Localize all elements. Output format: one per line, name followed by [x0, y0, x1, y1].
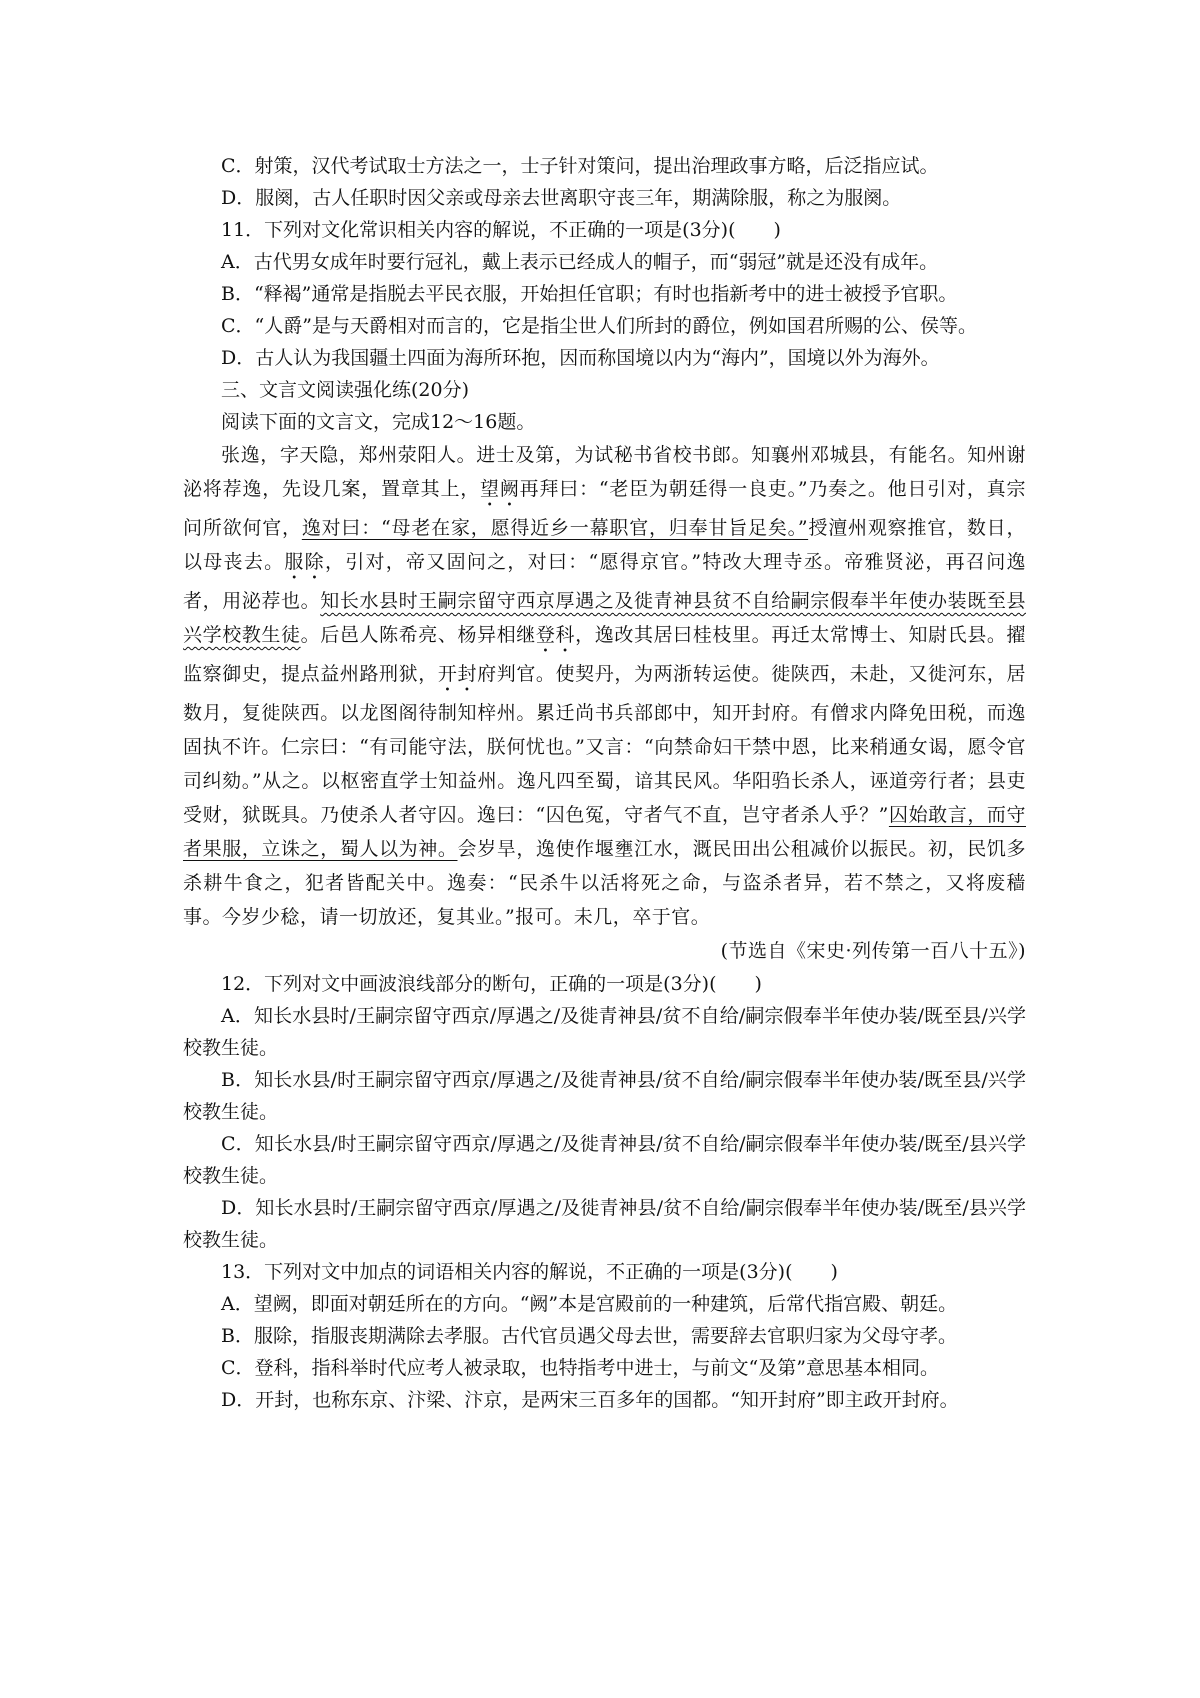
- q10-option-d: D．服阕，古人任职时因父亲或母亲去世离职守丧三年，期满除服，称之为服阕。: [221, 187, 902, 209]
- q13-stem: 13．下列对文中加点的词语相关内容的解说，不正确的一项是(3分)( ): [221, 1261, 838, 1283]
- q10-option-c: C．射策，汉代考试取士方法之一，士子针对策问，提出治理政事方略，后泛指应试。: [221, 155, 939, 177]
- passage-text: ，逸改其居曰桂枝里。再迁太常博士、知尉氏县。擢监察御史，提点益州路刑狱，: [183, 624, 1026, 685]
- classical-passage: [183, 438, 1026, 968]
- q13-option-c: C．登科，指科举时代应考人被录取，也特指考中进士，与前文“及第”意思基本相同。: [221, 1357, 939, 1379]
- q12-option-b: B．知长水县/时王嗣宗留守西京/厚遇之/及徙青神县/贫不自给/嗣宗假奉半年使办装/既至县/兴学校教生徒。: [183, 1069, 1026, 1123]
- passage-text: 张逸，字天隐，郑州荥阳人。进士及第，为试秘书省校书郎。知襄州邓城县，有能名。知州谢泌将荐逸，先设几案，置章其上，: [183, 444, 1026, 500]
- q11-option-b: B．“释褐”通常是指脱去平民衣服，开始担任官职；有时也指新考中的进士被授予官职。: [221, 283, 958, 305]
- underlined-sentence-1: 逸对曰：“母老在家，愿得近乡一幕职官，归奉甘旨足矣。”: [301, 517, 809, 539]
- passage-body: [183, 438, 1026, 934]
- q12-option-c: C．知长水县/时王嗣宗留守西京/厚遇之/及徙青神县/贫不自给/嗣宗假奉半年使办装/既至/县兴学校教生徒。: [183, 1133, 1026, 1187]
- section-3-title: 三、文言文阅读强化练(20分): [221, 379, 470, 401]
- q12-option-a: A．知长水县时/王嗣宗留守西京/厚遇之/及徙青神县/贫不自给/嗣宗假奉半年使办装/既至县/兴学校教生徒。: [183, 1005, 1026, 1059]
- passage-text: 再拜曰：“老臣为朝廷得一良吏。”乃奏之。他日引对，真宗问所欲何官，: [183, 478, 1026, 539]
- passage-text: 会岁旱，逸使作堰壅江水，溉民田出公租减价以振民。初，民饥多杀耕牛食之，犯者皆配关中。逸奏：“民杀牛以活将死之命，与盗杀者异，若不禁之，又将废穑事。今岁少稔，请一切放还，复其业。”报可。未几，卒于官。: [183, 838, 1026, 928]
- page-content: [183, 150, 1026, 1416]
- underlined-sentence-2: 囚始敢言，而守者果服，立诛之，蜀人以为神。: [183, 804, 1026, 860]
- q12-stem: 12．下列对文中画波浪线部分的断句，正确的一项是(3分)( ): [221, 973, 762, 995]
- q13-option-d: D．开封，也称东京、汴梁、汴京，是两宋三百多年的国都。“知开封府”即主政开封府。: [221, 1389, 959, 1411]
- q12-option-d: D．知长水县时/王嗣宗留守西京/厚遇之/及徙青神县/贫不自给/嗣宗假奉半年使办装/既至/县兴学校教生徒。: [183, 1197, 1026, 1251]
- dotted-term-dengke: 登科: [535, 624, 576, 646]
- dotted-term-kaifeng: 开封: [437, 663, 478, 685]
- dotted-term-fuchu: 服除: [284, 551, 325, 573]
- q13-option-b: B．服除，指服丧期满除去孝服。古代官员遇父母去世，需要辞去官职归家为父母守孝。: [221, 1325, 957, 1347]
- q11-option-d: D．古人认为我国疆土四面为海所环抱，因而称国境以内为“海内”，国境以外为海外。: [221, 347, 940, 369]
- passage-source: (节选自《宋史·列传第一百八十五》): [720, 940, 1026, 962]
- section-3-instruction: 阅读下面的文言文，完成12～16题。: [221, 411, 536, 433]
- passage-text: 授澶州观察推官，数日，以母丧去。: [183, 517, 1026, 573]
- q11-option-c: C．“人爵”是与天爵相对而言的，它是指尘世人们所封的爵位，例如国君所赐的公、侯等。: [221, 315, 977, 337]
- q11-stem: 11．下列对文化常识相关内容的解说，不正确的一项是(3分)( ): [221, 219, 781, 241]
- passage-text: ，引对，帝又固问之，对曰：“愿得京官。”特改大理寺丞。帝雅贤泌，再召问逸者，用泌荐也。: [183, 551, 1026, 612]
- passage-text: 。后邑人陈希亮、杨异相继: [300, 624, 536, 646]
- passage-text: 府判官。使契丹，为两浙转运使。徙陕西，未赴，又徙河东，居数月，复徙陕西。以龙图阁待制知梓州。累迁尚书兵部郎中，知开封府。有僧求内降免田税，而逸固执不许。仁宗曰：“有司能守法，朕何忧也。”又言：“向禁命妇干禁中恩，比来稍通女谒，愿令官司纠劾。”从之。以枢密直学士知益州。逸凡四至蜀，谙其民风。华阳驺长杀人，诬道旁行者；县吏受财，狱既具。乃使杀人者守囚。逸曰：“囚色冤，守者气不直，岂守者杀人乎？”: [183, 663, 1026, 826]
- wavy-underlined-segment: 知长水县时王嗣宗留守西京厚遇之及徙青神县贫不自给嗣宗假奉半年使办装既至县兴学校教生徒: [183, 590, 1026, 646]
- q11-option-a: A．古代男女成年时要行冠礼，戴上表示已经成人的帽子，而“弱冠”就是还没有成年。: [221, 251, 939, 273]
- q13-option-a: A．望阙，即面对朝廷所在的方向。“阙”本是宫殿前的一种建筑，后常代指宫殿、朝廷。: [221, 1293, 958, 1315]
- dotted-term-wangque: 望阙: [480, 478, 520, 500]
